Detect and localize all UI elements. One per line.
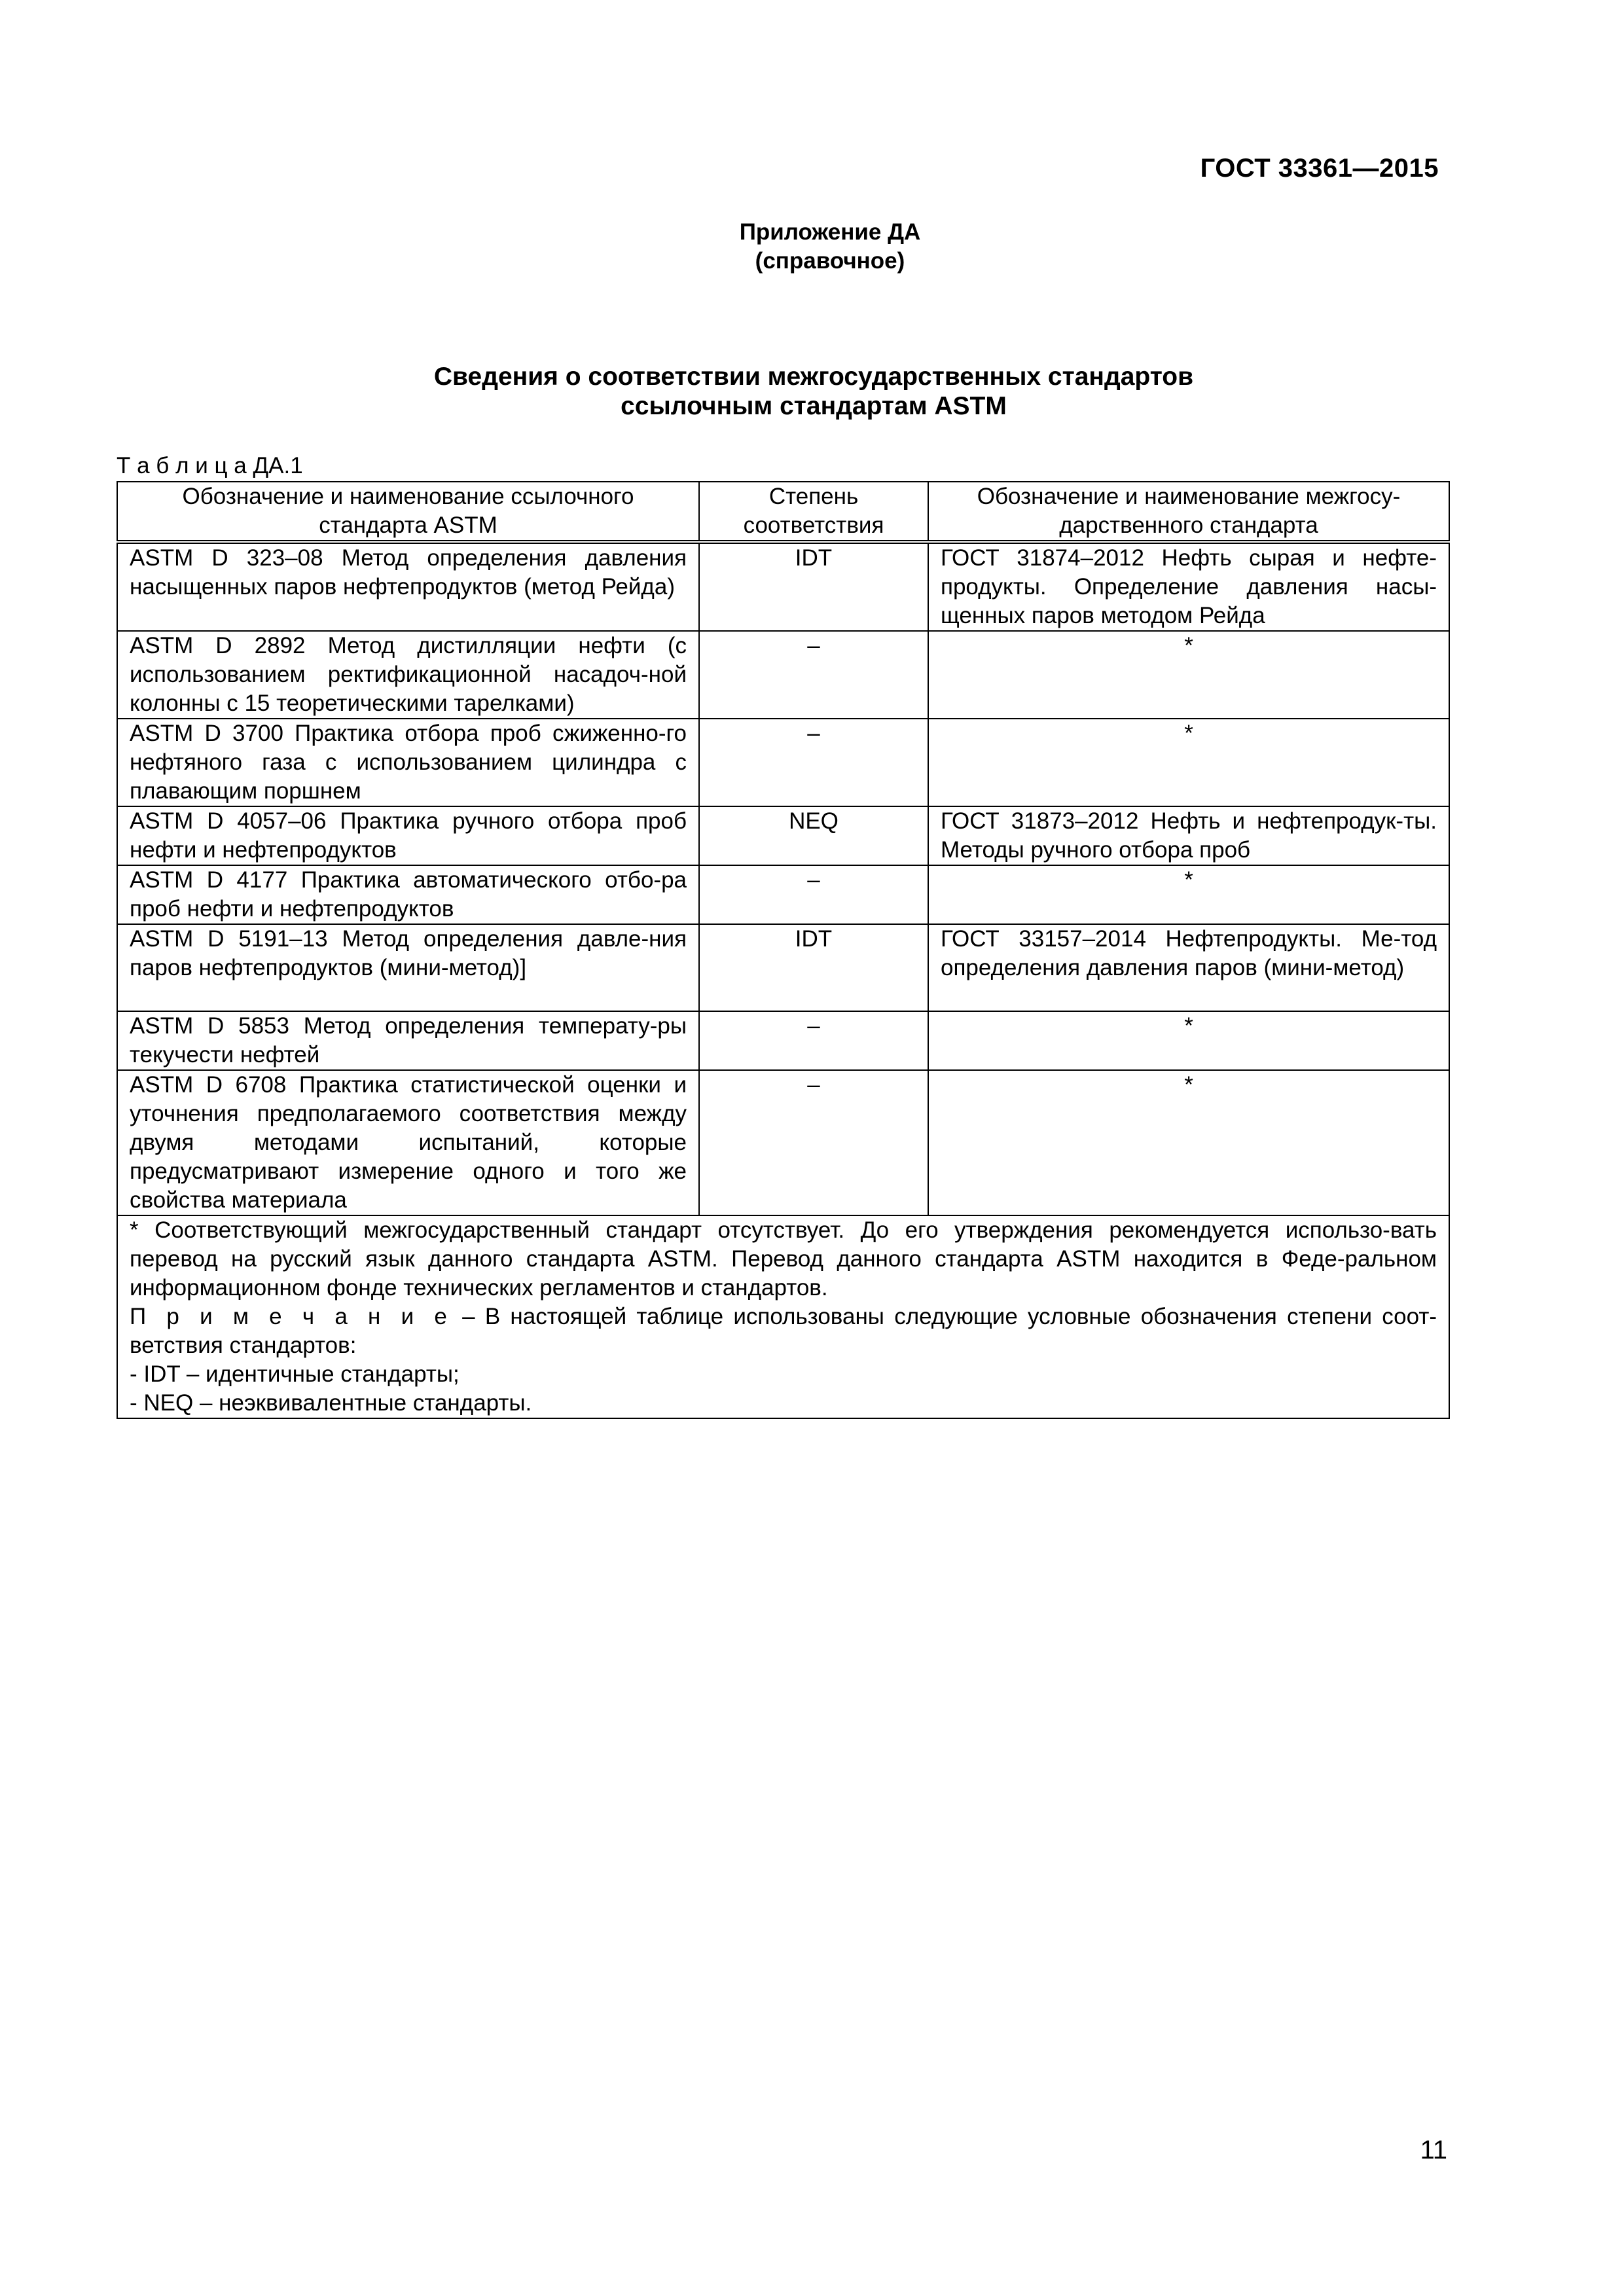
page-number: 11 bbox=[1420, 2136, 1447, 2164]
header-astm-standard: Обозначение и наименование ссылочного стандарта ASTM bbox=[117, 482, 699, 542]
gost-cell: ГОСТ 33157–2014 Нефтепродукты. Ме-тод определения давления паров (мини-метод) bbox=[928, 924, 1449, 1011]
standards-correspondence-table bbox=[117, 481, 1450, 1419]
document-title-line-1: Сведения о соответствии межгосударственных стандартов bbox=[433, 363, 1194, 391]
table-row bbox=[117, 542, 1449, 631]
table-row bbox=[117, 631, 1449, 719]
astm-cell: ASTM D 6708 Практика статистической оценки и уточнения предполагаемого соответствия между двумя методами испытаний, которые предусматривают измерение одного и того же свойства материала bbox=[117, 1070, 699, 1215]
astm-cell: ASTM D 4057–06 Практика ручного отбора проб нефти и нефтепродуктов bbox=[117, 806, 699, 865]
table-header-row bbox=[117, 482, 1449, 542]
table-label bbox=[117, 453, 303, 479]
degree-cell: – bbox=[699, 1070, 928, 1215]
table-label-prefix: Т а б л и ц а bbox=[117, 453, 247, 478]
table-row bbox=[117, 924, 1449, 1011]
astm-cell: ASTM D 323–08 Метод определения давления насыщенных паров нефтепродуктов (метод Рейда) bbox=[117, 542, 699, 631]
note-item: - IDT – идентичные стандарты; bbox=[130, 1361, 460, 1387]
degree-cell: NEQ bbox=[699, 806, 928, 865]
header-degree: Степень соответствия bbox=[699, 482, 928, 542]
gost-cell: ГОСТ 31874–2012 Нефть сырая и нефте-продукты. Определение давления насы-щенных паров методом Рейда bbox=[928, 542, 1449, 631]
degree-cell: IDT bbox=[699, 542, 928, 631]
gost-cell: * bbox=[928, 631, 1449, 719]
table-row bbox=[117, 719, 1449, 806]
table-footnote-row bbox=[117, 1215, 1449, 1418]
table-label-number: ДА.1 bbox=[253, 453, 303, 478]
header-interstate-standard: Обозначение и наименование межгосу-дарственного стандарта bbox=[928, 482, 1449, 542]
table-footnote bbox=[117, 1215, 1449, 1418]
astm-cell: ASTM D 5191–13 Метод определения давле-ния паров нефтепродуктов (мини-метод)] bbox=[117, 924, 699, 1011]
appendix-title: Приложение ДА bbox=[739, 219, 921, 245]
gost-cell: * bbox=[928, 1070, 1449, 1215]
document-title bbox=[0, 362, 1624, 421]
appendix-heading bbox=[0, 218, 1624, 276]
footnote-text: * Соответствующий межгосударственный стандарт отсутствует. До его утверждения рекомендуется использо-вать перевод на русский язык данного стандарта ASTM. Перевод данного стандарта ASTM находится в Феде-ральном информационном фонде технических регламентов и стандартов. bbox=[130, 1217, 1437, 1300]
table-row bbox=[117, 865, 1449, 924]
table-row bbox=[117, 1011, 1449, 1070]
astm-cell: ASTM D 2892 Метод дистилляции нефти (с использованием ректификационной насадоч-ной колонны с 15 теоретическими тарелками) bbox=[117, 631, 699, 719]
gost-cell: ГОСТ 31873–2012 Нефть и нефтепродук-ты. Методы ручного отбора проб bbox=[928, 806, 1449, 865]
degree-cell: – bbox=[699, 1011, 928, 1070]
gost-cell: * bbox=[928, 865, 1449, 924]
degree-cell: – bbox=[699, 631, 928, 719]
astm-cell: ASTM D 3700 Практика отбора проб сжиженно-го нефтяного газа с использованием цилиндра с плавающим поршнем bbox=[117, 719, 699, 806]
degree-cell: IDT bbox=[699, 924, 928, 1011]
table-row bbox=[117, 1070, 1449, 1215]
degree-cell: – bbox=[699, 865, 928, 924]
note-text: – В настоящей таблице использованы следующие условные обозначения степени соот-ветствия стандартов: bbox=[130, 1304, 1437, 1358]
astm-cell: ASTM D 5853 Метод определения температу-ры текучести нефтей bbox=[117, 1011, 699, 1070]
document-title-line-2: ссылочным стандартам ASTM bbox=[621, 392, 1007, 420]
astm-cell: ASTM D 4177 Практика автоматического отбо-ра проб нефти и нефтепродуктов bbox=[117, 865, 699, 924]
gost-cell: * bbox=[928, 719, 1449, 806]
table-row bbox=[117, 806, 1449, 865]
degree-cell: – bbox=[699, 719, 928, 806]
appendix-subtitle: (справочное) bbox=[755, 248, 905, 274]
gost-cell: * bbox=[928, 1011, 1449, 1070]
note-paragraph bbox=[130, 1302, 1437, 1360]
document-number: ГОСТ 33361—2015 bbox=[1200, 154, 1439, 183]
note-item: - NEQ – неэквивалентные стандарты. bbox=[130, 1390, 532, 1416]
note-label: П р и м е ч а н и е bbox=[130, 1304, 452, 1329]
